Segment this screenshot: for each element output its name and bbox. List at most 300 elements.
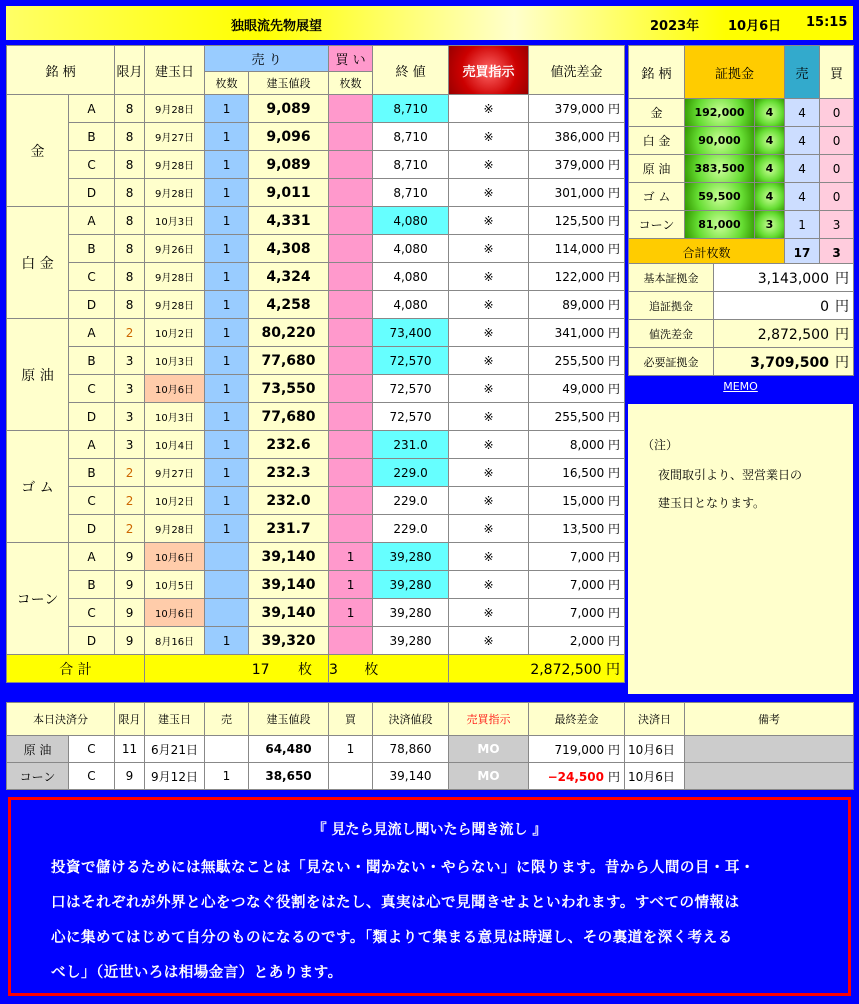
- col-date: 建玉日: [145, 46, 205, 95]
- row-class: C: [69, 599, 115, 627]
- row-price: 4,308: [249, 235, 329, 263]
- table-row: [7, 347, 625, 375]
- table-row: [7, 375, 625, 403]
- row-close: 39,280: [373, 627, 449, 655]
- table-row: [7, 431, 625, 459]
- row-close: 8,710: [373, 179, 449, 207]
- settle-price: 38,650: [249, 763, 329, 790]
- row-month: 8: [115, 291, 145, 319]
- row-signal: ※: [449, 459, 529, 487]
- margin-count: 3: [755, 211, 785, 239]
- summary-label: 追証拠金: [629, 292, 714, 320]
- row-class: C: [69, 151, 115, 179]
- row-date: 9月28日: [145, 151, 205, 179]
- row-sell-count: 1: [205, 123, 249, 151]
- margin-buy: 3: [820, 211, 854, 239]
- margin-total-sell: 17: [785, 239, 820, 267]
- row-class: D: [69, 403, 115, 431]
- settle-col-sprice: 決済値段: [373, 703, 449, 736]
- row-date: 9月28日: [145, 515, 205, 543]
- margin-row: [629, 99, 854, 127]
- row-sell-count: 1: [205, 487, 249, 515]
- row-signal: ※: [449, 571, 529, 599]
- row-close: 72,570: [373, 403, 449, 431]
- table-row: [7, 151, 625, 179]
- row-signal: ※: [449, 291, 529, 319]
- total-label: 合 計: [7, 655, 145, 683]
- group-name: コーン: [7, 543, 69, 655]
- row-price: 4,258: [249, 291, 329, 319]
- total-buy-unit: 枚: [364, 661, 379, 678]
- row-signal: ※: [449, 375, 529, 403]
- table-row: [7, 95, 625, 123]
- margin-name: 原 油: [629, 155, 685, 183]
- summary-yen: 円: [835, 326, 849, 343]
- row-price: 77,680: [249, 403, 329, 431]
- row-sell-count: 1: [205, 403, 249, 431]
- row-sell-count: 1: [205, 291, 249, 319]
- settle-class: C: [69, 763, 115, 790]
- margin-total-buy: 3: [820, 239, 854, 267]
- row-price: 77,680: [249, 347, 329, 375]
- row-date: 10月4日: [145, 431, 205, 459]
- row-month: 8: [115, 179, 145, 207]
- table-row: [7, 627, 625, 655]
- settle-month: 9: [115, 763, 145, 790]
- summary-label: 必要証拠金: [629, 348, 714, 376]
- settle-col-note: 備考: [685, 703, 854, 736]
- row-buy-count: [329, 487, 373, 515]
- row-buy-count: 1: [329, 571, 373, 599]
- row-sell-count: 1: [205, 263, 249, 291]
- settle-final-cell: [529, 736, 625, 763]
- row-diff: 7,000 円: [529, 599, 625, 627]
- row-month: 9: [115, 627, 145, 655]
- settle-col-price: 建玉値段: [249, 703, 329, 736]
- margin-col-sell: 売: [785, 46, 820, 99]
- settle-col-final: 最終差金: [529, 703, 625, 736]
- row-class: A: [69, 207, 115, 235]
- row-signal: ※: [449, 263, 529, 291]
- row-date: 9月28日: [145, 291, 205, 319]
- total-buy: 3: [329, 661, 338, 678]
- row-sell-count: 1: [205, 151, 249, 179]
- summary-value-cell: [714, 292, 854, 320]
- row-close: 4,080: [373, 235, 449, 263]
- margin-amount: 81,000: [685, 211, 755, 239]
- settle-col-signal: 売買指示: [449, 703, 529, 736]
- settle-row: [7, 763, 854, 790]
- settle-date: 9月12日: [145, 763, 205, 790]
- row-price: 4,331: [249, 207, 329, 235]
- total-yen: 円: [606, 661, 621, 678]
- row-sell-count: 1: [205, 95, 249, 123]
- summary-value: 0: [820, 298, 829, 315]
- settle-sdate: 10月6日: [625, 763, 685, 790]
- settle-signal: MO: [449, 736, 529, 763]
- row-date: 10月6日: [145, 375, 205, 403]
- row-diff: 49,000 円: [529, 375, 625, 403]
- settle-sprice: 78,860: [373, 736, 449, 763]
- header-year: 2023年: [650, 19, 700, 34]
- memo-line-2: 夜間取引より、翌営業日の: [658, 468, 803, 482]
- margin-amount: 90,000: [685, 127, 755, 155]
- settle-sprice: 39,140: [373, 763, 449, 790]
- row-price: 80,220: [249, 319, 329, 347]
- row-diff: 379,000 円: [529, 95, 625, 123]
- row-buy-count: [329, 123, 373, 151]
- settle-final: −24,500: [547, 769, 604, 784]
- summary-value: 3,143,000: [757, 270, 829, 287]
- row-price: 231.7: [249, 515, 329, 543]
- row-signal: ※: [449, 95, 529, 123]
- row-diff: 13,500 円: [529, 515, 625, 543]
- margin-sell: 4: [785, 155, 820, 183]
- margin-amount: 383,500: [685, 155, 755, 183]
- settle-col-label: 本日決済分: [7, 703, 115, 736]
- row-date: 10月6日: [145, 599, 205, 627]
- row-class: C: [69, 375, 115, 403]
- settle-buy: [329, 763, 373, 790]
- row-close: 4,080: [373, 291, 449, 319]
- total-sell-unit: 枚: [298, 661, 313, 678]
- row-month: 8: [115, 207, 145, 235]
- row-class: D: [69, 515, 115, 543]
- margin-col-name: 銘 柄: [629, 46, 685, 99]
- row-signal: ※: [449, 207, 529, 235]
- row-diff: 7,000 円: [529, 543, 625, 571]
- table-row: [7, 123, 625, 151]
- settle-final-cell: [529, 763, 625, 790]
- margin-count: 4: [755, 155, 785, 183]
- col-price: 建玉値段: [249, 72, 329, 95]
- row-diff: 8,000 円: [529, 431, 625, 459]
- header-time: 15:15: [806, 15, 848, 30]
- row-diff: 114,000 円: [529, 235, 625, 263]
- row-close: 73,400: [373, 319, 449, 347]
- memo-link[interactable]: MEMO: [723, 380, 758, 393]
- quote-title: 『 見たら見流し聞いたら聞き流し 』: [312, 822, 547, 838]
- row-sell-count: [205, 543, 249, 571]
- table-row: [7, 291, 625, 319]
- row-close: 8,710: [373, 151, 449, 179]
- row-diff: 15,000 円: [529, 487, 625, 515]
- total-diff: 2,872,500: [530, 661, 602, 678]
- settle-class: C: [69, 736, 115, 763]
- row-date: 10月6日: [145, 543, 205, 571]
- row-price: 39,140: [249, 599, 329, 627]
- row-price: 9,089: [249, 151, 329, 179]
- positions-table: [6, 45, 625, 683]
- signal-button[interactable]: 売買指示: [449, 46, 529, 95]
- margin-sell: 1: [785, 211, 820, 239]
- settle-col-buy: 買: [329, 703, 373, 736]
- row-month: 9: [115, 571, 145, 599]
- row-buy-count: [329, 627, 373, 655]
- row-buy-count: [329, 207, 373, 235]
- margin-count: 4: [755, 127, 785, 155]
- row-month: 3: [115, 375, 145, 403]
- positions-body: [7, 95, 625, 655]
- row-buy-count: [329, 375, 373, 403]
- settle-sdate: 10月6日: [625, 736, 685, 763]
- row-buy-count: 1: [329, 599, 373, 627]
- row-month: 3: [115, 431, 145, 459]
- settlement-table: [6, 702, 854, 790]
- row-price: 232.3: [249, 459, 329, 487]
- group-name: 原 油: [7, 319, 69, 431]
- summary-yen: 円: [835, 298, 849, 315]
- row-diff: 301,000 円: [529, 179, 625, 207]
- row-price: 39,140: [249, 571, 329, 599]
- summary-yen: 円: [835, 270, 849, 287]
- margin-name: 白 金: [629, 127, 685, 155]
- row-buy-count: [329, 179, 373, 207]
- row-buy-count: [329, 403, 373, 431]
- settle-col-sdate: 決済日: [625, 703, 685, 736]
- row-close: 8,710: [373, 123, 449, 151]
- margin-sell: 4: [785, 183, 820, 211]
- row-buy-count: [329, 95, 373, 123]
- summary-value-cell: [714, 348, 854, 376]
- group-name: 金: [7, 95, 69, 207]
- row-date: 9月26日: [145, 235, 205, 263]
- row-close: 72,570: [373, 375, 449, 403]
- row-signal: ※: [449, 543, 529, 571]
- row-date: 9月28日: [145, 263, 205, 291]
- row-diff: 7,000 円: [529, 571, 625, 599]
- row-sell-count: 1: [205, 431, 249, 459]
- col-diff: 値洗差金: [529, 46, 625, 95]
- settle-col-sell: 売: [205, 703, 249, 736]
- row-buy-count: [329, 263, 373, 291]
- group-name: 白 金: [7, 207, 69, 319]
- row-month: 8: [115, 151, 145, 179]
- row-close: 72,570: [373, 347, 449, 375]
- row-diff: 255,500 円: [529, 403, 625, 431]
- row-class: B: [69, 347, 115, 375]
- settle-buy: 1: [329, 736, 373, 763]
- header-bar: [6, 6, 853, 40]
- row-class: A: [69, 431, 115, 459]
- row-close: 229.0: [373, 487, 449, 515]
- memo-panel: [628, 404, 853, 694]
- settle-month: 11: [115, 736, 145, 763]
- summary-row: [629, 264, 854, 292]
- summary-value-cell: [714, 320, 854, 348]
- summary-label: 基本証拠金: [629, 264, 714, 292]
- row-signal: ※: [449, 627, 529, 655]
- row-month: 9: [115, 543, 145, 571]
- row-diff: 341,000 円: [529, 319, 625, 347]
- margin-count: 4: [755, 99, 785, 127]
- row-date: 10月2日: [145, 319, 205, 347]
- group-name: ゴ ム: [7, 431, 69, 543]
- row-close: 39,280: [373, 599, 449, 627]
- row-diff: 379,000 円: [529, 151, 625, 179]
- row-diff: 255,500 円: [529, 347, 625, 375]
- row-class: A: [69, 543, 115, 571]
- row-month: 8: [115, 263, 145, 291]
- margin-total-label: 合計枚数: [629, 239, 785, 267]
- row-date: 10月3日: [145, 403, 205, 431]
- summary-value: 3,709,500: [750, 354, 829, 371]
- margin-name: コーン: [629, 211, 685, 239]
- row-buy-count: [329, 319, 373, 347]
- margin-amount: 59,500: [685, 183, 755, 211]
- row-date: 8月16日: [145, 627, 205, 655]
- table-row: [7, 179, 625, 207]
- table-row: [7, 599, 625, 627]
- margin-sell: 4: [785, 127, 820, 155]
- settle-name: コーン: [7, 763, 69, 790]
- row-sell-count: 1: [205, 235, 249, 263]
- row-class: C: [69, 487, 115, 515]
- row-date: 10月3日: [145, 207, 205, 235]
- margin-row: [629, 127, 854, 155]
- table-row: [7, 543, 625, 571]
- row-date: 9月28日: [145, 95, 205, 123]
- row-date: 10月3日: [145, 347, 205, 375]
- page-title: 独眼流先物展望: [231, 19, 323, 34]
- settle-final: 719,000 円: [554, 742, 620, 757]
- row-class: A: [69, 319, 115, 347]
- total-row: [7, 655, 625, 683]
- row-class: B: [69, 459, 115, 487]
- row-close: 4,080: [373, 207, 449, 235]
- table-row: [7, 515, 625, 543]
- row-sell-count: 1: [205, 459, 249, 487]
- settle-name: 原 油: [7, 736, 69, 763]
- table-row: [7, 319, 625, 347]
- row-class: D: [69, 291, 115, 319]
- summary-yen: 円: [835, 354, 849, 371]
- row-buy-count: [329, 431, 373, 459]
- col-name: 銘 柄: [7, 46, 115, 95]
- row-class: D: [69, 179, 115, 207]
- col-close: 終 値: [373, 46, 449, 95]
- row-month: 2: [115, 319, 145, 347]
- settle-final-yen: 円: [607, 769, 620, 784]
- row-date: 9月28日: [145, 179, 205, 207]
- row-close: 4,080: [373, 263, 449, 291]
- row-date: 10月5日: [145, 571, 205, 599]
- margin-name: 金: [629, 99, 685, 127]
- row-date: 10月2日: [145, 487, 205, 515]
- row-diff: 122,000 円: [529, 263, 625, 291]
- margin-amount: 192,000: [685, 99, 755, 127]
- row-buy-count: [329, 151, 373, 179]
- summary-row: [629, 320, 854, 348]
- row-sell-count: 1: [205, 207, 249, 235]
- settle-note: [685, 763, 854, 790]
- margin-row: [629, 183, 854, 211]
- table-row: [7, 235, 625, 263]
- table-row: [7, 487, 625, 515]
- row-class: C: [69, 263, 115, 291]
- row-close: 39,280: [373, 543, 449, 571]
- header-date: 10月6日: [728, 19, 782, 34]
- margin-row: [629, 211, 854, 239]
- margin-count: 4: [755, 183, 785, 211]
- row-close: 39,280: [373, 571, 449, 599]
- row-close: 229.0: [373, 459, 449, 487]
- row-signal: ※: [449, 179, 529, 207]
- margin-buy: 0: [820, 155, 854, 183]
- settle-sell: 1: [205, 763, 249, 790]
- row-price: 73,550: [249, 375, 329, 403]
- row-diff: 16,500 円: [529, 459, 625, 487]
- settle-row: [7, 736, 854, 763]
- row-price: 232.6: [249, 431, 329, 459]
- row-diff: 2,000 円: [529, 627, 625, 655]
- quote-line-3: 心に集めてはじめて自分のものになるのです。「類よりて集まる意見は時遅し、その裏道を深く考える: [51, 930, 733, 946]
- row-sell-count: 1: [205, 627, 249, 655]
- col-buy: 買 い: [329, 46, 373, 72]
- row-sell-count: [205, 571, 249, 599]
- margin-row: [629, 155, 854, 183]
- settle-col-month: 限月: [115, 703, 145, 736]
- row-buy-count: [329, 235, 373, 263]
- settle-sell: [205, 736, 249, 763]
- col-count: 枚数: [205, 72, 249, 95]
- margin-buy: 0: [820, 127, 854, 155]
- row-sell-count: 1: [205, 319, 249, 347]
- row-buy-count: [329, 515, 373, 543]
- col-sell: 売 り: [205, 46, 329, 72]
- margin-buy: 0: [820, 99, 854, 127]
- row-class: B: [69, 235, 115, 263]
- summary-table: [628, 263, 854, 376]
- margin-sell: 4: [785, 99, 820, 127]
- row-month: 8: [115, 123, 145, 151]
- table-row: [7, 403, 625, 431]
- row-signal: ※: [449, 235, 529, 263]
- row-signal: ※: [449, 403, 529, 431]
- row-buy-count: [329, 459, 373, 487]
- row-sell-count: 1: [205, 375, 249, 403]
- col-count2: 枚数: [329, 72, 373, 95]
- row-diff: 386,000 円: [529, 123, 625, 151]
- row-buy-count: 1: [329, 543, 373, 571]
- table-row: [7, 459, 625, 487]
- row-date: 9月27日: [145, 123, 205, 151]
- row-signal: ※: [449, 123, 529, 151]
- table-row: [7, 263, 625, 291]
- quote-box: [8, 797, 851, 996]
- row-month: 8: [115, 235, 145, 263]
- row-month: 9: [115, 599, 145, 627]
- quote-line-1: 投資で儲けるためには無駄なことは「見ない・聞かない・やらない」に限ります。昔から人間の目・耳・: [51, 860, 755, 876]
- settle-col-date: 建玉日: [145, 703, 205, 736]
- summary-row: [629, 348, 854, 376]
- row-signal: ※: [449, 151, 529, 179]
- settle-date: 6月21日: [145, 736, 205, 763]
- margin-buy: 0: [820, 183, 854, 211]
- row-signal: ※: [449, 515, 529, 543]
- row-class: B: [69, 571, 115, 599]
- margin-table: [628, 45, 854, 267]
- table-row: [7, 207, 625, 235]
- row-sell-count: 1: [205, 515, 249, 543]
- row-price: 232.0: [249, 487, 329, 515]
- row-month: 3: [115, 347, 145, 375]
- margin-col-buy: 買: [820, 46, 854, 99]
- row-sell-count: [205, 599, 249, 627]
- row-date: 9月27日: [145, 459, 205, 487]
- row-sell-count: 1: [205, 179, 249, 207]
- settle-price: 64,480: [249, 736, 329, 763]
